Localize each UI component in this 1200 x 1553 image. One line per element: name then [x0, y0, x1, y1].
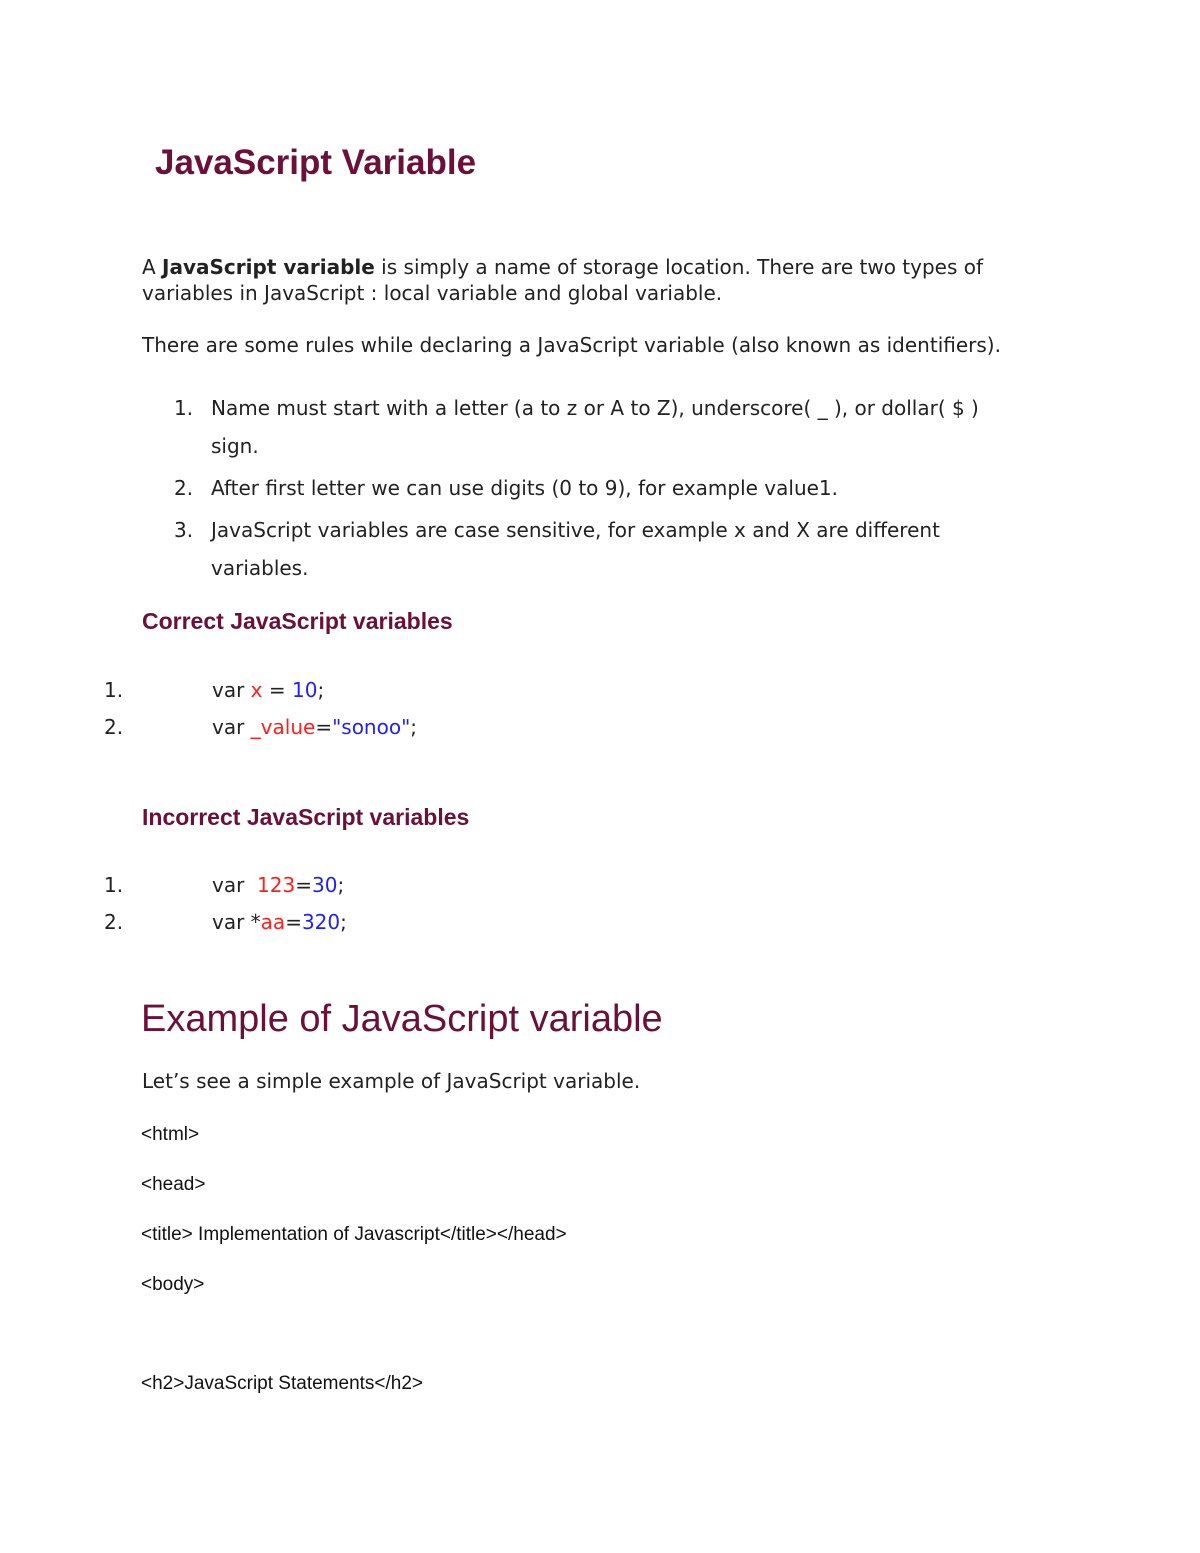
intro-prefix: A [142, 255, 163, 279]
code-terminator: ; [317, 678, 325, 702]
rule-number: 1. [174, 396, 194, 420]
code-operator: = [295, 873, 312, 897]
code-line [212, 870, 344, 900]
rule-item-2 [174, 469, 1044, 507]
intro-line-2: variables in JavaScript : local variable and global variable. [142, 281, 723, 305]
code-snippet-line: <title> Implementation of Javascript</title></head> [141, 1224, 567, 1245]
code-line-number: 1. [104, 873, 124, 897]
intro-line-1 [142, 254, 1042, 280]
incorrect-variables-heading: Incorrect JavaScript variables [142, 804, 470, 830]
example-intro: Let’s see a simple example of JavaScript variable. [142, 1069, 641, 1093]
code-value: "sonoo" [332, 715, 411, 739]
code-terminator: ; [410, 715, 418, 739]
code-identifier: x [250, 678, 263, 702]
code-identifier: aa [260, 910, 286, 934]
code-snippet-line: <head> [141, 1174, 206, 1195]
intro-line1-rest: is simply a name of storage location. There are two types of [374, 255, 984, 279]
page-title: JavaScript Variable [155, 143, 477, 182]
intro-paragraph [142, 254, 1042, 306]
code-terminator: ; [337, 873, 345, 897]
rule-text-line: variables. [211, 556, 309, 580]
code-keyword: var [212, 678, 251, 702]
code-operator: = [285, 910, 302, 934]
code-value: 320 [301, 910, 341, 934]
code-operator: = [262, 678, 292, 702]
code-operator: = [315, 715, 333, 739]
code-keyword: var [212, 873, 258, 897]
code-identifier: _value [250, 715, 316, 739]
code-snippet-line: <h2>JavaScript Statements</h2> [141, 1373, 424, 1394]
code-keyword: var * [212, 910, 261, 934]
code-snippet-line: <body> [141, 1274, 205, 1295]
rule-text-line: After first letter we can use digits (0 to 9), for example value1. [211, 476, 839, 500]
code-line-number: 1. [104, 678, 124, 702]
code-value: 30 [311, 873, 338, 897]
rule-item-3 [174, 511, 1044, 587]
code-snippet-line: <html> [141, 1124, 200, 1145]
rule-number: 3. [174, 518, 194, 542]
code-terminator: ; [340, 910, 347, 934]
code-keyword: var [212, 715, 251, 739]
code-value: 10 [292, 678, 318, 702]
rules-intro: There are some rules while declaring a JavaScript variable (also known as identifiers). [142, 333, 1001, 357]
correct-variables-heading: Correct JavaScript variables [142, 608, 453, 634]
code-line [212, 675, 324, 705]
rule-text-line: sign. [211, 434, 259, 458]
rule-item-1 [174, 389, 1044, 465]
example-heading: Example of JavaScript variable [141, 998, 663, 1040]
rule-number: 2. [174, 476, 194, 500]
code-line-number: 2. [104, 910, 124, 934]
code-line [212, 712, 417, 742]
rule-text-line: JavaScript variables are case sensitive, for example x and X are different [211, 518, 940, 542]
code-line-number: 2. [104, 715, 124, 739]
code-line [212, 907, 347, 937]
intro-bold-term: JavaScript variable [162, 255, 375, 279]
code-identifier: 123 [257, 873, 296, 897]
rule-text-line: Name must start with a letter (a to z or A to Z), underscore( _ ), or dollar( $ ) [211, 396, 979, 420]
